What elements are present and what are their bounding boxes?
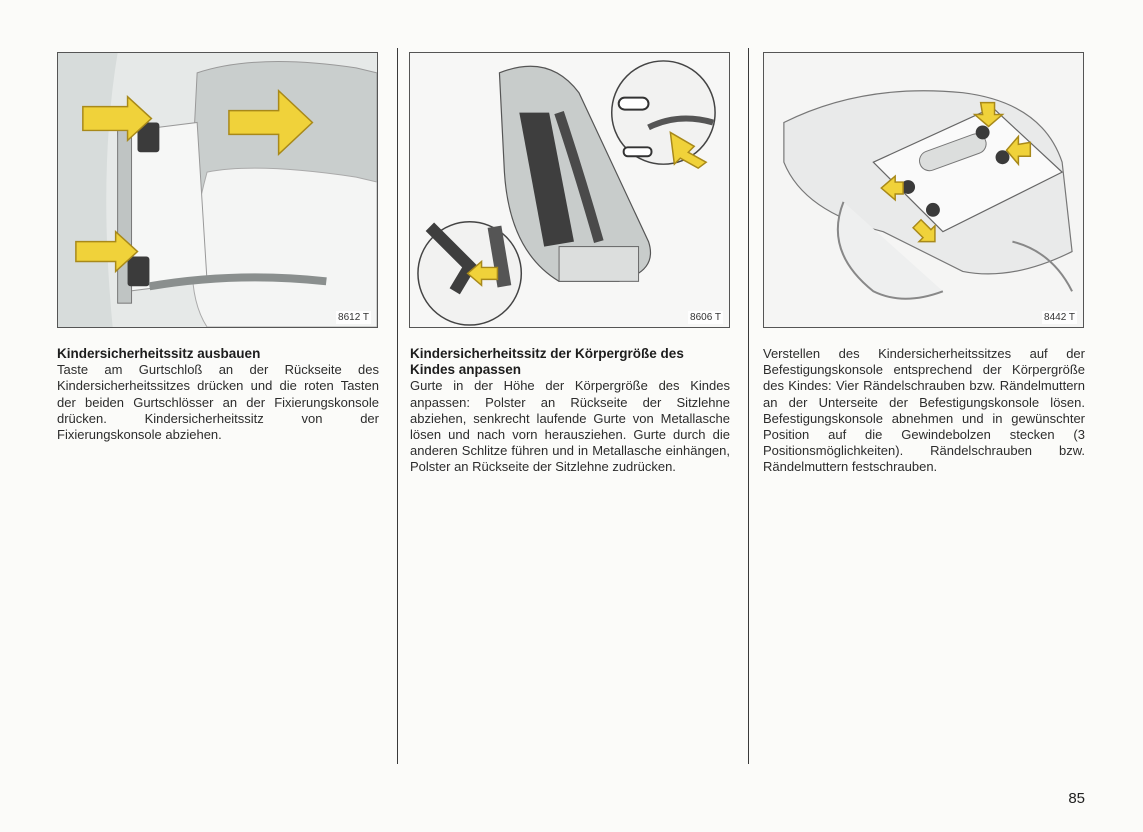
figure-base-adjust	[763, 52, 1084, 328]
section-body: Gurte in der Höhe der Körpergröße des Kindes anpassen: Polster an Rückseite der Sitzlehne abziehen, senkrecht laufende Gurte von Metallasche lösen und nach vorn herausziehen. Gurte durch die anderen Schlitze führen und in Metallasche einhängen, Polster an Rückseite der Sitzlehne zudrücken.	[410, 378, 730, 475]
figure-code: 8612 T	[338, 312, 369, 323]
section-body: Taste am Gurtschloß an der Rückseite des Kindersicherheitssitzes drücken und die roten Tasten der beiden Gurtschlösser an der Fixierungskonsole drücken. Kindersicherheitssitz von der Fixierungskonsole abziehen.	[57, 362, 379, 443]
column-1-text	[57, 346, 379, 443]
figure-code: 8606 T	[690, 312, 721, 323]
section-body: Verstellen des Kindersicherheitssitzes auf der Befestigungskonsole entsprechend der Körpergröße des Kindes: Vier Rändelschrauben bzw. Rändelmuttern an der Unterseite der Befestigungskonsole lösen. Befestigungskonsole abnehmen und in gewünschter Position auf die Gewindebolzen stecken (3 Positionsmöglichkeiten). Rändelschrauben bzw. Rändelmuttern festschrauben.	[763, 346, 1085, 475]
figure-seat-removal	[57, 52, 378, 328]
column-2-text	[410, 346, 730, 476]
column-divider-2	[748, 48, 749, 764]
section-heading: Kindersicherheitssitz ausbauen	[57, 346, 261, 361]
section-heading: Kindersicherheitssitz der Körpergröße des Kindes anpassen	[410, 346, 684, 378]
harness-adjust-illustration	[410, 53, 729, 327]
seat-removal-illustration	[58, 53, 377, 327]
figure-code: 8442 T	[1044, 312, 1075, 323]
base-adjust-illustration	[764, 53, 1083, 327]
figure-harness-adjust	[409, 52, 730, 328]
column-divider-1	[397, 48, 398, 764]
page-number: 85	[1068, 790, 1085, 807]
column-3-text	[763, 346, 1085, 476]
